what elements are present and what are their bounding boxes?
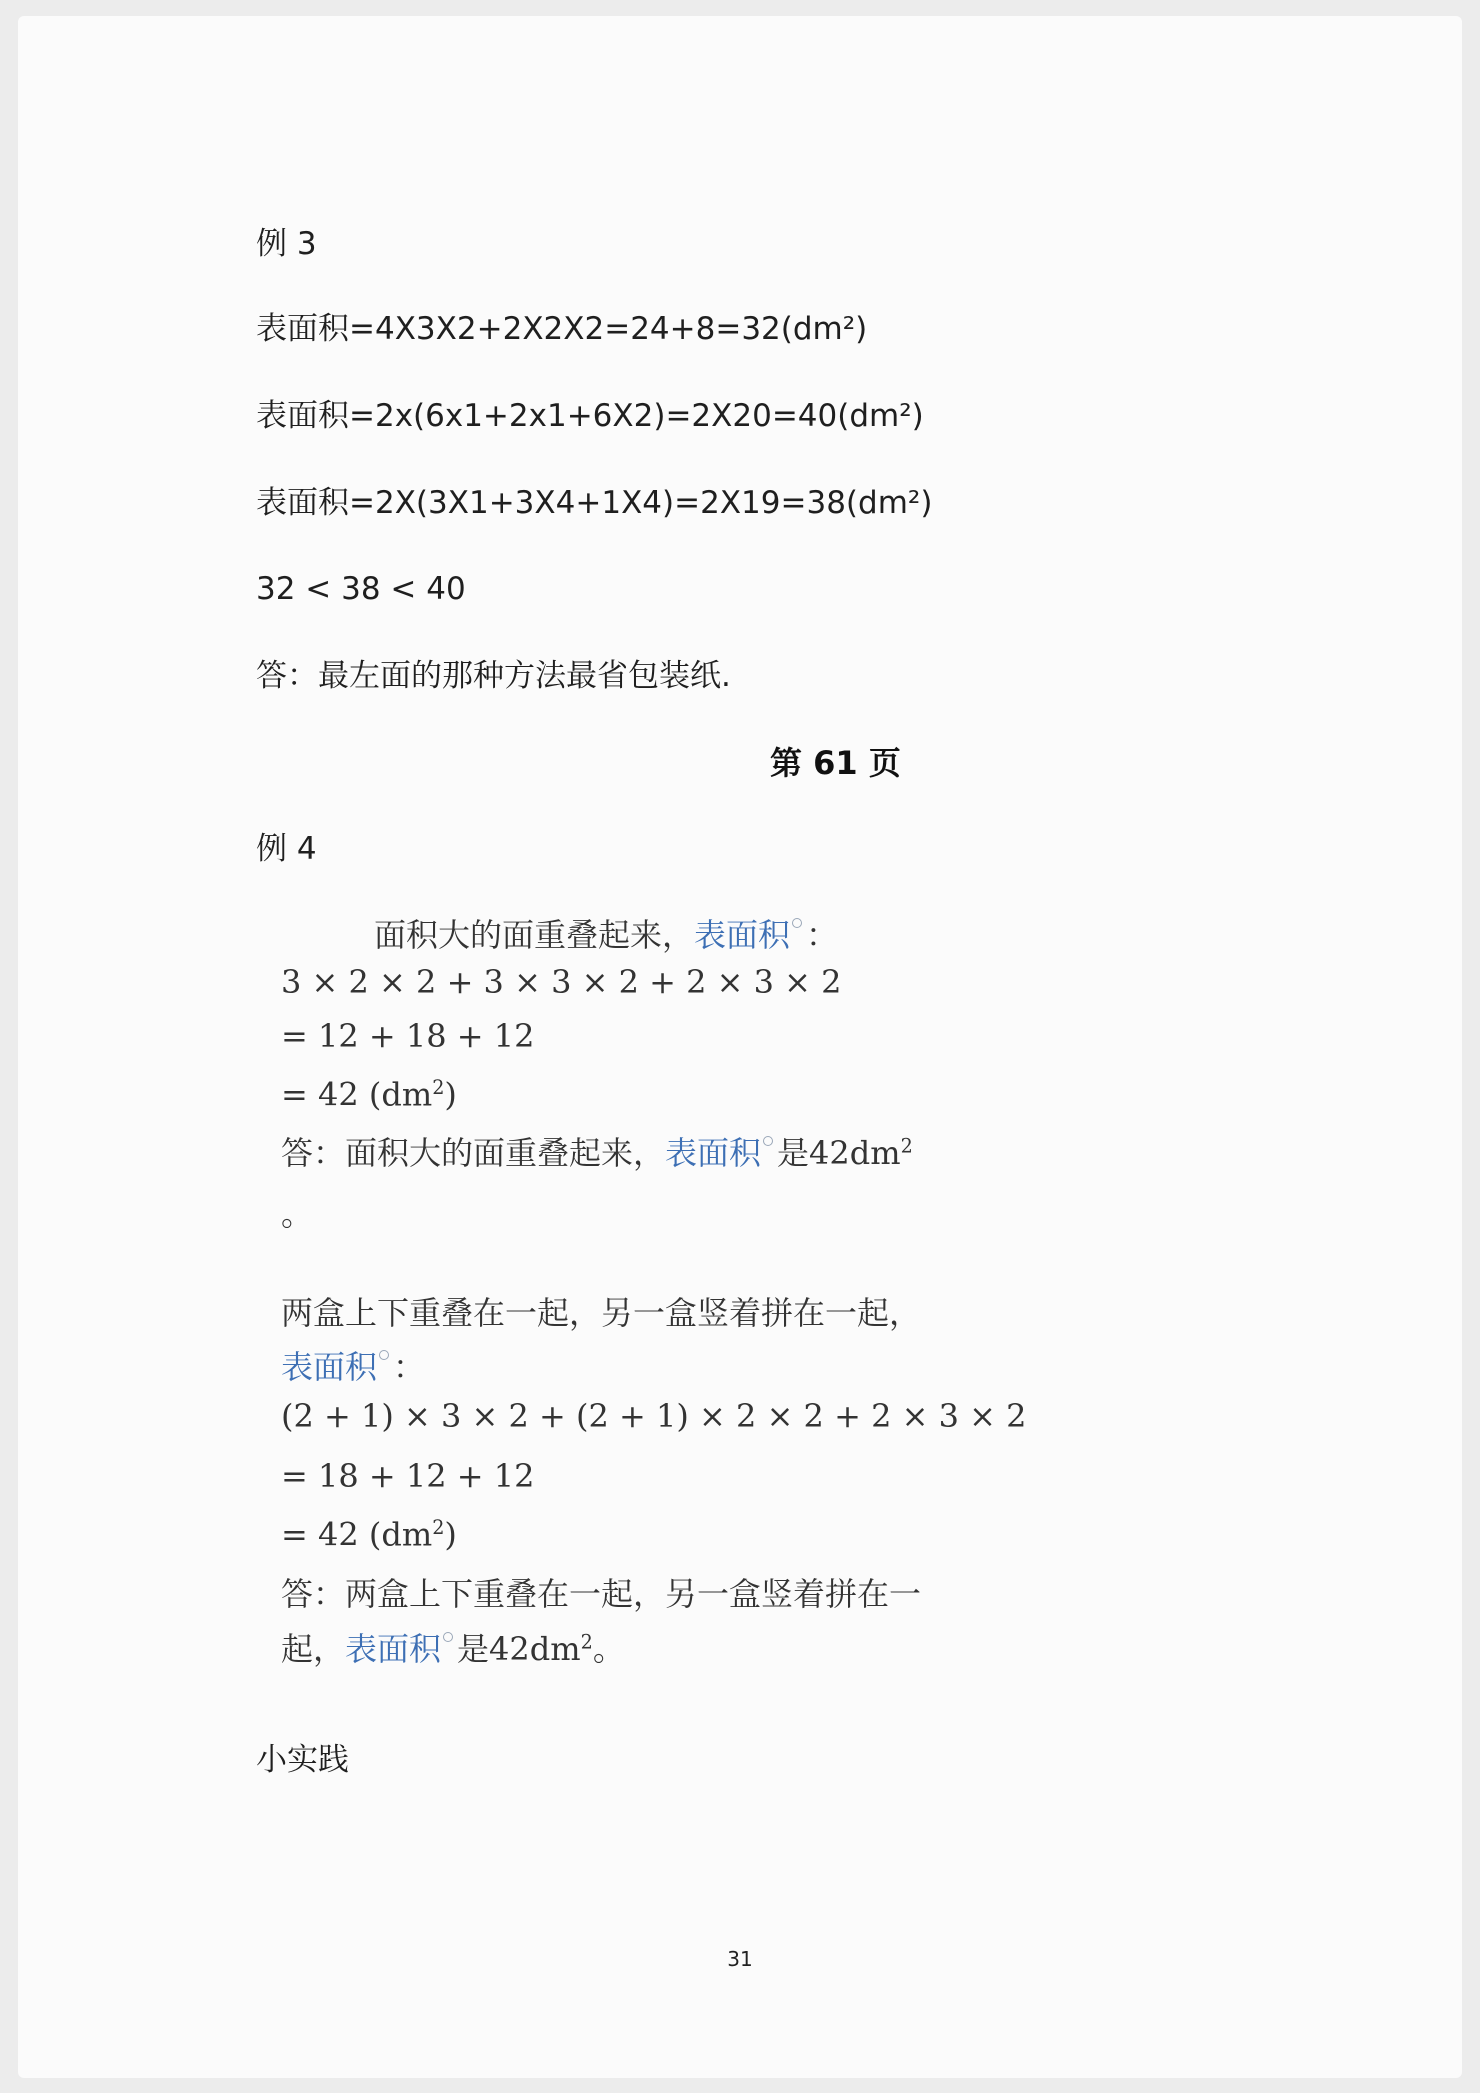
block1-expression: 3 × 2 × 2 + 3 × 3 × 2 + 2 × 3 × 2 (281, 963, 842, 1001)
block1-intro-text: 面积大的面重叠起来， (374, 916, 695, 954)
block2-step-2 (281, 1515, 457, 1554)
link-badge-icon (379, 1350, 389, 1360)
block1-answer-text: 答：面积大的面重叠起来， (281, 1134, 666, 1172)
surface-area-link[interactable]: 表面积 (665, 1134, 762, 1172)
block1-answer-value: 42dm (809, 1134, 901, 1172)
block2-answer-exponent: 2 (580, 1630, 593, 1654)
surface-area-line-2: 表面积=2x(6x1+2x1+6X2)=2X20=40(dm²) (256, 398, 924, 434)
block1-answer-exponent: 2 (900, 1134, 913, 1158)
block1-intro (374, 916, 839, 954)
block2-answer-value: 42dm (489, 1630, 581, 1668)
block1-answer-is: 是 (777, 1134, 810, 1172)
surface-area-link[interactable]: 表面积 (345, 1630, 442, 1668)
block2-intro-link-row (281, 1348, 426, 1386)
surface-area-link[interactable]: 表面积 (281, 1348, 378, 1386)
block1-step-2-prefix: = 42 (dm (281, 1075, 433, 1114)
link-badge-icon (792, 918, 802, 928)
block1-step-2-exponent: 2 (432, 1076, 445, 1099)
block2-step-1: = 18 + 12 + 12 (281, 1457, 535, 1495)
example-3-label: 例 3 (256, 226, 317, 262)
answer-line: 答：最左面的那种方法最省包装纸. (256, 658, 731, 694)
block1-step-2 (281, 1075, 457, 1114)
block2-answer-line-2 (281, 1630, 625, 1668)
block1-answer-end: 。 (281, 1195, 314, 1233)
block2-step-2-exponent: 2 (432, 1516, 445, 1539)
block2-intro-colon: ： (393, 1348, 426, 1386)
block2-step-2-prefix: = 42 (dm (281, 1515, 433, 1554)
block2-answer-is: 是 (457, 1630, 490, 1668)
block1-intro-colon: ： (806, 916, 839, 954)
block1-step-2-suffix: ) (444, 1075, 457, 1114)
example-4-label: 例 4 (256, 831, 317, 867)
practice-label: 小实践 (256, 1742, 349, 1778)
block2-answer-text: 起， (281, 1630, 346, 1668)
link-badge-icon (443, 1632, 453, 1642)
surface-area-link[interactable]: 表面积 (694, 916, 791, 954)
block2-expression: (2 + 1) × 3 × 2 + (2 + 1) × 2 × 2 + 2 × 3 × 2 (281, 1397, 1027, 1435)
block2-step-2-suffix: ) (444, 1515, 457, 1554)
block2-answer-line-1: 答：两盒上下重叠在一起，另一盒竖着拼在一 (281, 1575, 922, 1613)
page-heading: 第 61 页 (770, 744, 901, 782)
surface-area-line-1: 表面积=4X3X2+2X2X2=24+8=32(dm²) (256, 311, 868, 347)
page-number: 31 (727, 1947, 753, 1971)
link-badge-icon (763, 1136, 773, 1146)
comparison-line: 32 < 38 < 40 (256, 571, 466, 607)
block1-step-1: = 12 + 18 + 12 (281, 1017, 535, 1055)
surface-area-line-3: 表面积=2X(3X1+3X4+1X4)=2X19=38(dm²) (256, 485, 933, 521)
block2-intro: 两盒上下重叠在一起，另一盒竖着拼在一起， (281, 1294, 922, 1332)
block1-answer (281, 1134, 913, 1172)
block2-answer-end: 。 (592, 1630, 625, 1668)
